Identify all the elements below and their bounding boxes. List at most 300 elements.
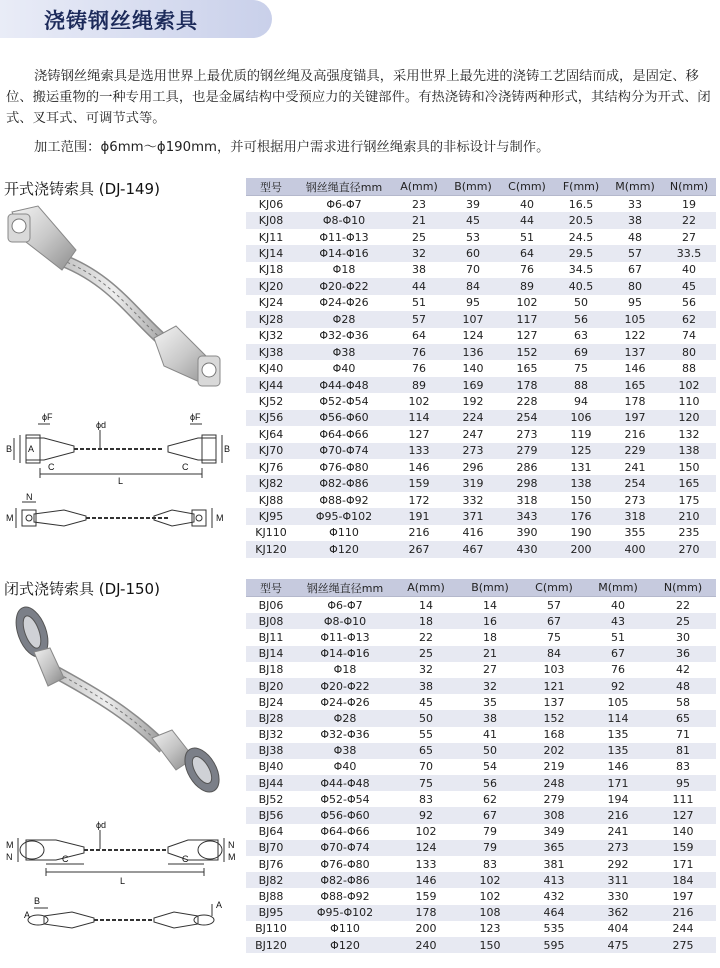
table-row: [246, 212, 716, 228]
table-cell: 404: [586, 921, 650, 937]
table-row: [246, 727, 716, 743]
table-cell: KJ120: [246, 541, 296, 557]
table-cell: 21: [458, 646, 522, 662]
table-cell: Φ70-Φ74: [296, 443, 392, 459]
table-cell: 21: [392, 212, 446, 228]
table-cell: 124: [394, 840, 458, 856]
table-cell: 114: [392, 410, 446, 426]
table-cell: BJ24: [246, 694, 296, 710]
table-cell: 14: [394, 597, 458, 614]
table-cell: 38: [392, 262, 446, 278]
label-m-left: M: [6, 513, 14, 523]
table-cell: 23: [392, 196, 446, 213]
column-header: N(mm): [650, 579, 716, 597]
table-cell: Φ11-Φ13: [296, 229, 392, 245]
table-cell: 42: [650, 662, 716, 678]
table-cell: 165: [500, 360, 554, 376]
label-closed-m-left: M: [6, 840, 14, 850]
table-cell: Φ56-Φ60: [296, 410, 392, 426]
label-closed-c-right: C: [182, 854, 189, 864]
table-cell: 70: [394, 759, 458, 775]
table-cell: 127: [392, 426, 446, 442]
table-cell: 330: [586, 888, 650, 904]
table-cell: BJ82: [246, 872, 296, 888]
table-cell: 296: [446, 459, 500, 475]
table-cell: 178: [608, 393, 662, 409]
table-cell: 56: [458, 775, 522, 791]
column-header: 型号: [246, 579, 296, 597]
table-cell: 50: [458, 743, 522, 759]
table-cell: 27: [458, 662, 522, 678]
table-cell: 74: [662, 328, 716, 344]
table-row: [246, 393, 716, 409]
table-cell: 44: [392, 278, 446, 294]
table-cell: Φ18: [296, 662, 394, 678]
table-cell: 235: [662, 525, 716, 541]
table-cell: BJ70: [246, 840, 296, 856]
table-cell: 172: [392, 492, 446, 508]
table-cell: 53: [446, 229, 500, 245]
table-cell: 216: [608, 426, 662, 442]
table-cell: 19: [662, 196, 716, 213]
table-cell: 95: [608, 295, 662, 311]
table-cell: 178: [394, 905, 458, 921]
table-cell: 25: [392, 229, 446, 245]
table-row: [246, 937, 716, 953]
table-row: [246, 262, 716, 278]
table-row: [246, 475, 716, 491]
table-cell: 79: [458, 824, 522, 840]
column-header: B(mm): [446, 178, 500, 196]
table-row: [246, 328, 716, 344]
table-cell: 267: [392, 541, 446, 557]
table-cell: BJ95: [246, 905, 296, 921]
label-phi-d: ϕd: [96, 420, 107, 430]
table-cell: 146: [392, 459, 446, 475]
table-cell: 202: [522, 743, 586, 759]
table-cell: KJ08: [246, 212, 296, 228]
table-cell: 84: [446, 278, 500, 294]
table-cell: 178: [500, 377, 554, 393]
table-row: [246, 426, 716, 442]
label-phi-f-right: ϕF: [190, 412, 201, 422]
table-cell: 83: [394, 791, 458, 807]
table-cell: 120: [662, 410, 716, 426]
table-cell: 191: [392, 508, 446, 524]
table-cell: 416: [446, 525, 500, 541]
table-cell: BJ18: [246, 662, 296, 678]
table-cell: Φ95-Φ102: [296, 905, 394, 921]
table-cell: 36: [650, 646, 716, 662]
table-row: [246, 856, 716, 872]
table-cell: 146: [608, 360, 662, 376]
intro-text: [6, 66, 714, 158]
table-cell: 57: [392, 311, 446, 327]
table-cell: KJ38: [246, 344, 296, 360]
table-cell: KJ14: [246, 245, 296, 261]
table-cell: Φ32-Φ36: [296, 727, 394, 743]
table-cell: 64: [500, 245, 554, 261]
table-row: [246, 459, 716, 475]
table-cell: 175: [662, 492, 716, 508]
table-cell: 40: [500, 196, 554, 213]
table-cell: Φ64-Φ66: [296, 426, 392, 442]
table-cell: Φ120: [296, 937, 394, 953]
table-cell: KJ44: [246, 377, 296, 393]
table-cell: Φ76-Φ80: [296, 856, 394, 872]
table-row: [246, 807, 716, 823]
table-cell: Φ6-Φ7: [296, 597, 394, 614]
table-row: [246, 759, 716, 775]
table-cell: Φ28: [296, 311, 392, 327]
table-cell: 114: [586, 710, 650, 726]
table-cell: 39: [446, 196, 500, 213]
table-cell: 318: [608, 508, 662, 524]
table-cell: 275: [650, 937, 716, 953]
table-cell: 108: [458, 905, 522, 921]
table-row: [246, 840, 716, 856]
label-c-right: C: [182, 462, 189, 472]
table-cell: 76: [392, 344, 446, 360]
table-row: [246, 824, 716, 840]
table-cell: Φ11-Φ13: [296, 629, 394, 645]
table-cell: BJ11: [246, 629, 296, 645]
label-closed-b: B: [34, 896, 41, 906]
table-cell: 192: [446, 393, 500, 409]
table-cell: 229: [608, 443, 662, 459]
table-cell: 176: [554, 508, 608, 524]
table-cell: 135: [586, 727, 650, 743]
table-cell: 105: [586, 694, 650, 710]
table-cell: Φ52-Φ54: [296, 791, 394, 807]
table-cell: 241: [608, 459, 662, 475]
closed-type-spec-table: [246, 579, 716, 953]
table-cell: 92: [586, 678, 650, 694]
table-cell: Φ110: [296, 525, 392, 541]
table-cell: 45: [662, 278, 716, 294]
table-cell: Φ44-Φ48: [296, 377, 392, 393]
label-n: N: [26, 492, 33, 502]
table-cell: 122: [608, 328, 662, 344]
table-row: [246, 360, 716, 376]
table-cell: KJ06: [246, 196, 296, 213]
table-cell: 102: [500, 295, 554, 311]
table-cell: 58: [650, 694, 716, 710]
table-cell: 30: [650, 629, 716, 645]
table-row: [246, 443, 716, 459]
table-cell: KJ110: [246, 525, 296, 541]
table-cell: 165: [608, 377, 662, 393]
table-cell: 140: [446, 360, 500, 376]
table-cell: 467: [446, 541, 500, 557]
table-cell: 62: [662, 311, 716, 327]
table-row: [246, 629, 716, 645]
table-cell: 200: [394, 921, 458, 937]
table-cell: Φ32-Φ36: [296, 328, 392, 344]
table-cell: 76: [500, 262, 554, 278]
table-cell: 103: [522, 662, 586, 678]
open-socket-drawing: [4, 408, 240, 538]
table-cell: 56: [554, 311, 608, 327]
column-header: M(mm): [608, 178, 662, 196]
table-cell: 475: [586, 937, 650, 953]
table-cell: Φ88-Φ92: [296, 888, 394, 904]
table-cell: 146: [394, 872, 458, 888]
table-cell: 400: [608, 541, 662, 557]
table-cell: 18: [458, 629, 522, 645]
table-cell: 150: [662, 459, 716, 475]
open-type-title: 开式浇铸索具 (DJ-149): [4, 180, 160, 198]
table-row: [246, 872, 716, 888]
table-cell: 75: [522, 629, 586, 645]
table-cell: 84: [522, 646, 586, 662]
table-cell: 254: [608, 475, 662, 491]
table-cell: 194: [586, 791, 650, 807]
table-cell: 35: [458, 694, 522, 710]
table-cell: BJ14: [246, 646, 296, 662]
table-cell: 79: [458, 840, 522, 856]
table-cell: 45: [446, 212, 500, 228]
table-cell: 349: [522, 824, 586, 840]
table-cell: 135: [586, 743, 650, 759]
table-cell: 16.5: [554, 196, 608, 213]
closed-socket-drawing: [4, 820, 240, 960]
table-cell: 75: [394, 775, 458, 791]
table-row: [246, 743, 716, 759]
table-cell: 62: [458, 791, 522, 807]
table-cell: 125: [554, 443, 608, 459]
table-row: [246, 710, 716, 726]
table-cell: 381: [522, 856, 586, 872]
table-cell: 95: [650, 775, 716, 791]
table-cell: Φ8-Φ10: [296, 613, 394, 629]
table-cell: 38: [608, 212, 662, 228]
table-cell: Φ40: [296, 759, 394, 775]
table-cell: 140: [650, 824, 716, 840]
table-cell: Φ24-Φ26: [296, 295, 392, 311]
table-cell: 64: [392, 328, 446, 344]
table-row: [246, 492, 716, 508]
table-cell: 67: [586, 646, 650, 662]
label-closed-c-left: C: [62, 854, 69, 864]
table-cell: 18: [394, 613, 458, 629]
table-row: [246, 311, 716, 327]
table-cell: Φ6-Φ7: [296, 196, 392, 213]
table-row: [246, 905, 716, 921]
table-cell: 240: [394, 937, 458, 953]
table-cell: 171: [650, 856, 716, 872]
table-cell: 150: [554, 492, 608, 508]
table-row: [246, 295, 716, 311]
table-cell: 57: [522, 597, 586, 614]
table-cell: 70: [446, 262, 500, 278]
table-cell: KJ40: [246, 360, 296, 376]
table-row: [246, 508, 716, 524]
table-cell: 67: [608, 262, 662, 278]
table-cell: 20.5: [554, 212, 608, 228]
page-title: 浇铸钢丝绳索具: [44, 9, 198, 33]
table-cell: KJ76: [246, 459, 296, 475]
table-cell: 168: [522, 727, 586, 743]
table-cell: BJ76: [246, 856, 296, 872]
table-row: [246, 921, 716, 937]
table-cell: 14: [458, 597, 522, 614]
table-cell: 131: [554, 459, 608, 475]
table-cell: 102: [392, 393, 446, 409]
table-cell: 89: [392, 377, 446, 393]
table-cell: BJ52: [246, 791, 296, 807]
column-header: F(mm): [554, 178, 608, 196]
table-cell: 270: [662, 541, 716, 557]
table-cell: 27: [662, 229, 716, 245]
table-cell: 132: [662, 426, 716, 442]
table-cell: 102: [394, 824, 458, 840]
table-cell: 311: [586, 872, 650, 888]
table-row: [246, 344, 716, 360]
table-row: [246, 196, 716, 213]
table-row: [246, 646, 716, 662]
table-cell: 55: [394, 727, 458, 743]
table-cell: 44: [500, 212, 554, 228]
table-cell: 102: [458, 888, 522, 904]
table-cell: 190: [554, 525, 608, 541]
table-cell: 273: [446, 443, 500, 459]
table-cell: 432: [522, 888, 586, 904]
table-cell: 33.5: [662, 245, 716, 261]
table-cell: 216: [586, 807, 650, 823]
table-cell: 57: [608, 245, 662, 261]
table-cell: 279: [522, 791, 586, 807]
table-cell: 69: [554, 344, 608, 360]
table-cell: 51: [500, 229, 554, 245]
table-row: [246, 229, 716, 245]
table-cell: 123: [458, 921, 522, 937]
table-cell: KJ52: [246, 393, 296, 409]
table-cell: 33: [608, 196, 662, 213]
table-cell: 273: [586, 840, 650, 856]
table-cell: 119: [554, 426, 608, 442]
table-cell: BJ120: [246, 937, 296, 953]
table-cell: 94: [554, 393, 608, 409]
table-cell: 24.5: [554, 229, 608, 245]
table-cell: 32: [394, 662, 458, 678]
table-cell: 110: [662, 393, 716, 409]
table-cell: 197: [608, 410, 662, 426]
table-cell: 390: [500, 525, 554, 541]
table-cell: 152: [522, 710, 586, 726]
label-closed-n-left: N: [6, 852, 13, 862]
table-cell: Φ120: [296, 541, 392, 557]
table-cell: 117: [500, 311, 554, 327]
table-cell: 138: [554, 475, 608, 491]
table-cell: Φ20-Φ22: [296, 278, 392, 294]
label-closed-l: L: [120, 876, 126, 886]
closed-socket-illustration: [4, 598, 240, 798]
table-cell: 80: [662, 344, 716, 360]
table-cell: 286: [500, 459, 554, 475]
table-cell: 200: [554, 541, 608, 557]
table-cell: KJ64: [246, 426, 296, 442]
table-cell: 50: [554, 295, 608, 311]
table-cell: KJ11: [246, 229, 296, 245]
table-cell: 89: [500, 278, 554, 294]
table-cell: Φ56-Φ60: [296, 807, 394, 823]
table-cell: BJ28: [246, 710, 296, 726]
table-cell: Φ44-Φ48: [296, 775, 394, 791]
table-cell: 54: [458, 759, 522, 775]
table-row: [246, 541, 716, 557]
label-a: A: [28, 444, 35, 454]
table-cell: 127: [500, 328, 554, 344]
table-cell: 41: [458, 727, 522, 743]
table-cell: 197: [650, 888, 716, 904]
table-cell: Φ76-Φ80: [296, 459, 392, 475]
table-cell: Φ110: [296, 921, 394, 937]
table-cell: Φ8-Φ10: [296, 212, 392, 228]
table-cell: 210: [662, 508, 716, 524]
table-cell: 32: [458, 678, 522, 694]
label-closed-phi-d: ϕd: [96, 820, 107, 830]
label-closed-a-right: A: [216, 900, 223, 910]
table-cell: 244: [650, 921, 716, 937]
table-cell: Φ40: [296, 360, 392, 376]
open-type-spec-table: [246, 178, 716, 558]
column-header: C(mm): [500, 178, 554, 196]
table-cell: 67: [522, 613, 586, 629]
open-socket-illustration: [4, 198, 240, 398]
label-closed-n-right: N: [228, 840, 235, 850]
table-cell: BJ110: [246, 921, 296, 937]
table-cell: 76: [586, 662, 650, 678]
table-cell: Φ95-Φ102: [296, 508, 392, 524]
table-cell: 137: [522, 694, 586, 710]
table-cell: BJ40: [246, 759, 296, 775]
table-cell: 67: [458, 807, 522, 823]
label-c-left: C: [48, 462, 55, 472]
table-cell: 146: [586, 759, 650, 775]
table-cell: 308: [522, 807, 586, 823]
table-row: [246, 662, 716, 678]
table-header-row: [246, 178, 716, 196]
table-cell: 535: [522, 921, 586, 937]
table-cell: 127: [650, 807, 716, 823]
column-header: A(mm): [392, 178, 446, 196]
column-header: A(mm): [394, 579, 458, 597]
table-cell: 63: [554, 328, 608, 344]
table-cell: 107: [446, 311, 500, 327]
table-cell: 136: [446, 344, 500, 360]
table-cell: 48: [650, 678, 716, 694]
table-cell: KJ20: [246, 278, 296, 294]
table-cell: 224: [446, 410, 500, 426]
table-cell: KJ82: [246, 475, 296, 491]
table-cell: Φ82-Φ86: [296, 475, 392, 491]
table-cell: 111: [650, 791, 716, 807]
table-cell: 247: [446, 426, 500, 442]
table-cell: Φ82-Φ86: [296, 872, 394, 888]
table-cell: 273: [608, 492, 662, 508]
table-cell: 292: [586, 856, 650, 872]
table-cell: 71: [650, 727, 716, 743]
table-cell: 102: [458, 872, 522, 888]
table-row: [246, 410, 716, 426]
table-cell: 22: [650, 597, 716, 614]
table-row: [246, 613, 716, 629]
table-cell: Φ28: [296, 710, 394, 726]
table-cell: 150: [458, 937, 522, 953]
table-cell: 83: [458, 856, 522, 872]
table-cell: BJ64: [246, 824, 296, 840]
